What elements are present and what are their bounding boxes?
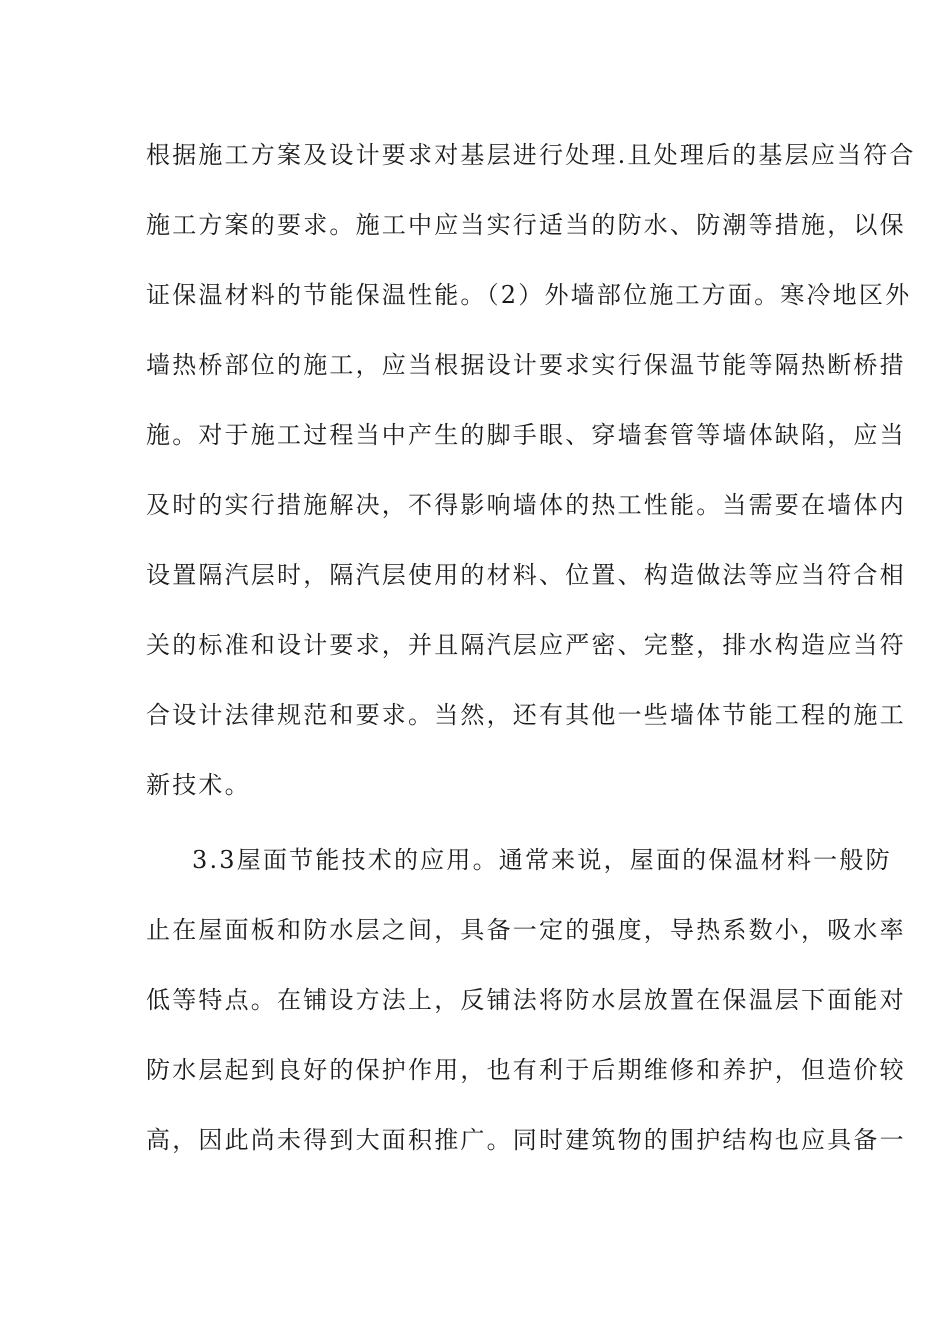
text-line: 墙热桥部位的施工，应当根据设计要求实行保温节能等隔热断桥措 [146, 351, 906, 379]
text-line: 根据施工方案及设计要求对基层进行处理.且处理后的基层应当符合 [146, 141, 916, 169]
text-line: 止在屋面板和防水层之间，具备一定的强度，导热系数小，吸水率 [146, 916, 906, 944]
text-line: 新技术。 [146, 771, 251, 799]
text-line: 低等特点。在铺设方法上，反铺法将防水层放置在保温层下面能对 [146, 986, 906, 1014]
text-line: 设置隔汽层时，隔汽层使用的材料、位置、构造做法等应当符合相 [146, 561, 906, 589]
text-line: 施工方案的要求。施工中应当实行适当的防水、防潮等措施，以保 [146, 211, 906, 239]
text-line: 施。对于施工过程当中产生的脚手眼、穿墙套管等墙体缺陷，应当 [146, 421, 906, 449]
text-line: 高，因此尚未得到大面积推广。同时建筑物的围护结构也应具备一 [146, 1126, 906, 1154]
text-line: 3.3屋面节能技术的应用。通常来说，屋面的保温材料一般防 [192, 846, 892, 874]
text-line: 证保温材料的节能保温性能。（2）外墙部位施工方面。寒冷地区外 [146, 281, 912, 309]
text-line: 合设计法律规范和要求。当然，还有其他一些墙体节能工程的施工 [146, 701, 906, 729]
text-line: 防水层起到良好的保护作用，也有利于后期维修和养护，但造价较 [146, 1056, 906, 1084]
text-line: 及时的实行措施解决，不得影响墙体的热工性能。当需要在墙体内 [146, 491, 906, 519]
text-line: 关的标准和设计要求，并且隔汽层应严密、完整，排水构造应当符 [146, 631, 906, 659]
